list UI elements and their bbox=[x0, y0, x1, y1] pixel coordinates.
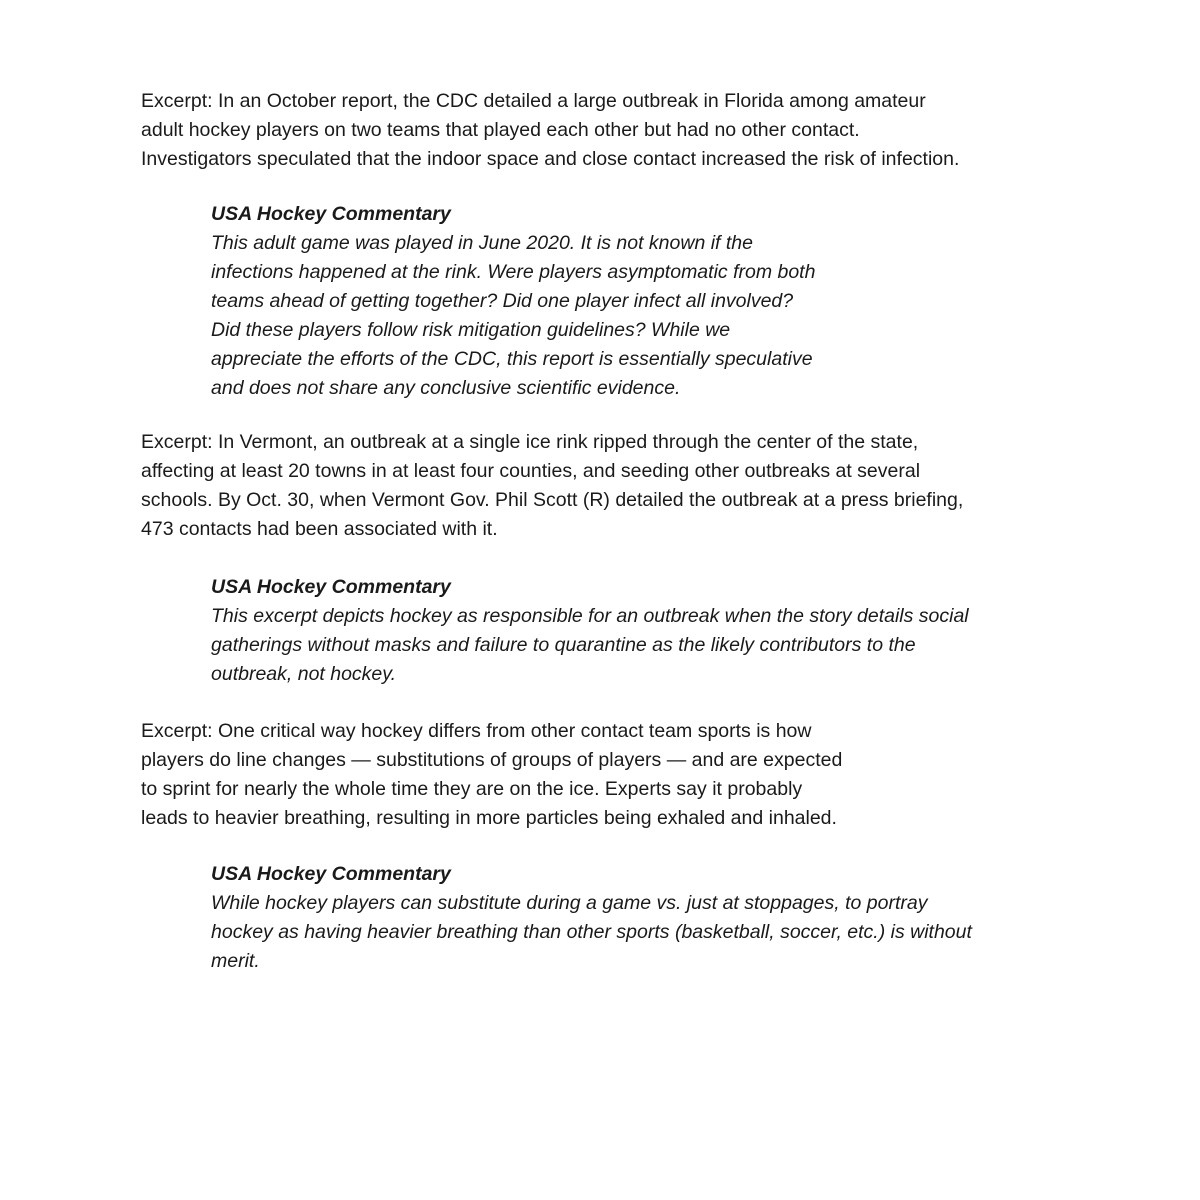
commentary-heading: USA Hockey Commentary bbox=[211, 203, 451, 225]
commentary-line: outbreak, not hockey. bbox=[211, 663, 397, 685]
excerpt-line: affecting at least 20 towns in at least four counties, and seeding other outbreaks at several bbox=[141, 460, 921, 482]
excerpt-line: leads to heavier breathing, resulting in more particles being exhaled and inhaled. bbox=[141, 807, 837, 829]
commentary-line: hockey as having heavier breathing than other sports (basketball, soccer, etc.) is without bbox=[211, 921, 972, 943]
excerpt-paragraph bbox=[141, 87, 959, 174]
excerpt-line: players do line changes — substitutions of groups of players — and are expected bbox=[141, 749, 843, 771]
commentary-line: merit. bbox=[211, 950, 260, 972]
commentary-line: teams ahead of getting together? Did one player infect all involved? bbox=[211, 290, 794, 312]
commentary-block bbox=[211, 860, 972, 976]
excerpt-line: to sprint for nearly the whole time they are on the ice. Experts say it probably bbox=[141, 778, 803, 800]
excerpt-line: 473 contacts had been associated with it. bbox=[141, 518, 498, 540]
commentary-heading: USA Hockey Commentary bbox=[211, 576, 451, 598]
commentary-block bbox=[211, 200, 815, 403]
commentary-line: gatherings without masks and failure to quarantine as the likely contributors to the bbox=[211, 634, 916, 656]
excerpt-line: Excerpt: In Vermont, an outbreak at a single ice rink ripped through the center of the state, bbox=[141, 431, 919, 453]
excerpt-paragraph bbox=[141, 717, 842, 833]
commentary-heading: USA Hockey Commentary bbox=[211, 863, 451, 885]
commentary-line: and does not share any conclusive scientific evidence. bbox=[211, 377, 681, 399]
excerpt-line: schools. By Oct. 30, when Vermont Gov. Phil Scott (R) detailed the outbreak at a press briefing, bbox=[141, 489, 964, 511]
commentary-block bbox=[211, 573, 969, 689]
excerpt-line: Excerpt: In an October report, the CDC detailed a large outbreak in Florida among amateur bbox=[141, 90, 926, 112]
excerpt-paragraph bbox=[141, 428, 963, 544]
excerpt-line: adult hockey players on two teams that played each other but had no other contact. bbox=[141, 119, 860, 141]
commentary-line: infections happened at the rink. Were players asymptomatic from both bbox=[211, 261, 816, 283]
commentary-line: While hockey players can substitute during a game vs. just at stoppages, to portray bbox=[211, 892, 928, 914]
commentary-line: This adult game was played in June 2020. It is not known if the bbox=[211, 232, 753, 254]
excerpt-line: Investigators speculated that the indoor space and close contact increased the risk of infection. bbox=[141, 148, 960, 170]
commentary-line: Did these players follow risk mitigation guidelines? While we bbox=[211, 319, 731, 341]
commentary-line: This excerpt depicts hockey as responsible for an outbreak when the story details social bbox=[211, 605, 969, 627]
excerpt-line: Excerpt: One critical way hockey differs from other contact team sports is how bbox=[141, 720, 812, 742]
commentary-line: appreciate the efforts of the CDC, this report is essentially speculative bbox=[211, 348, 813, 370]
